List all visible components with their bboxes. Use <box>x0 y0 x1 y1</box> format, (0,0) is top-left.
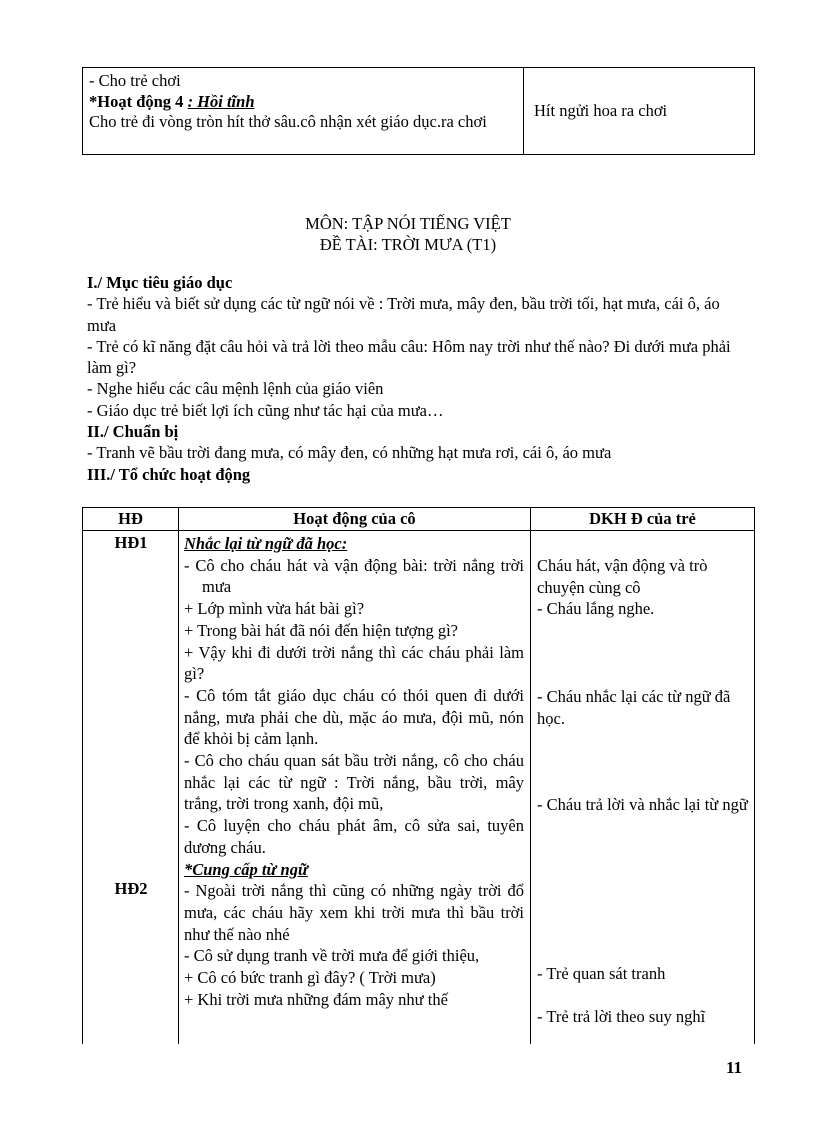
header-child: DKH Đ của trẻ <box>589 509 696 528</box>
hd1-item: - Cô cho cháu hát và vận động bài: trời nắng trời mưa <box>184 555 524 597</box>
lesson-titles <box>0 213 816 255</box>
topic-title: ĐỀ TÀI: TRỜI MƯA (T1) <box>319 235 497 254</box>
play-line: - Cho trẻ chơi <box>89 71 181 90</box>
hd1-item: - Cô tóm tắt giáo dục cháu có thói quen đi dưới nắng, mưa phải che dù, mặc áo mưa, đội mũ, nón để khỏi bị cảm lạnh. <box>184 685 524 749</box>
hd1-item: + Trong bài hát đã nói đến hiện tượng gì? <box>184 620 458 640</box>
hd2-item: - Ngoài trời nắng thì cũng có những ngày trời đổ mưa, các cháu hãy xem khi trời mưa thì bầu trời như thế nào nhé <box>184 881 524 944</box>
hd1-item: - Cô luyện cho cháu phát âm, cô sửa sai, tuyên dương cháu. <box>184 816 524 857</box>
lesson-sections <box>87 272 737 485</box>
header-hd: HĐ <box>83 508 179 530</box>
hd2-item: + Khi trời mưa những đám mây như thế <box>184 989 448 1009</box>
child-response: - Cháu lắng nghe. <box>537 599 655 618</box>
activities-table <box>82 507 755 1044</box>
page-number: 11 <box>726 1058 743 1077</box>
table-body <box>83 531 754 1044</box>
section2-heading: II./ Chuẩn bị <box>87 422 179 442</box>
activity4-title: : Hồi tĩnh <box>187 91 255 111</box>
activity4-prefix: *Hoạt động 4 <box>89 91 188 111</box>
child-response: - Cháu nhắc lại các từ ngữ đã học. <box>537 687 731 728</box>
child-column <box>531 531 754 1044</box>
section1-item: - Trẻ có kĩ năng đặt câu hỏi và trả lời theo mẫu câu: Hôm nay trời như thế nào? Đi dưới mưa phải làm gì? <box>87 336 731 378</box>
hd1-title: Nhắc lại từ ngữ đã học: <box>184 534 348 553</box>
hd1-item: + Vậy khi đi dưới trời nắng thì các cháu phải làm gì? <box>184 642 524 684</box>
section3-heading: III./ Tổ chức hoạt động <box>87 464 251 484</box>
section1-item: - Giáo dục trẻ biết lợi ích cũng như tác hại của mưa… <box>87 400 444 420</box>
hd2-item: + Cô có bức tranh gì đây? ( Trời mưa) <box>184 968 436 988</box>
child-response: - Trẻ quan sát tranh <box>537 964 666 983</box>
hd1-item: - Cô cho cháu quan sát bầu trời nắng, cô cho cháu nhắc lại các từ ngữ : Trời nắng, bầu trời, mây trắng, trời trong xanh, đội mũ, <box>184 751 524 814</box>
activity4-description: Cho trẻ đi vòng tròn hít thở sâu.cô nhận xét giáo dục.ra chơi <box>89 112 487 131</box>
section1-item: - Nghe hiểu các câu mệnh lệnh của giáo viên <box>87 379 384 399</box>
header-teacher: Hoạt động của cô <box>179 508 531 530</box>
section1-heading: I./ Mục tiêu giáo dục <box>87 273 233 292</box>
hd1-label: HĐ1 <box>114 533 148 552</box>
child-response: - Cháu trả lời và nhắc lại từ ngữ <box>537 795 748 814</box>
child-response: Cháu hát, vận động và trò chuyện cùng cô <box>537 556 708 597</box>
hd-column <box>83 531 179 1044</box>
subject-title: MÔN: TẬP NÓI TIẾNG VIỆT <box>305 214 511 233</box>
section2-item: - Tranh vẽ bầu trời đang mưa, có mây đen, có những hạt mưa rơi, cái ô, áo mưa <box>87 443 612 463</box>
child-activity4-text: Hít ngửi hoa ra chơi <box>534 101 668 120</box>
child-response: - Trẻ trả lời theo suy nghĩ <box>537 1007 706 1026</box>
teacher-activities <box>184 533 524 1010</box>
hd2-title: *Cung cấp từ ngữ <box>184 859 308 879</box>
activity4-heading <box>89 92 517 113</box>
hd1-item: + Lớp mình vừa hát bài gì? <box>184 599 365 619</box>
section1-item: - Trẻ hiểu và biết sử dụng các từ ngữ nói về : Trời mưa, mây đen, bầu trời tối, hạt mưa, cái ô, áo mưa <box>87 294 720 335</box>
activity-cell-child <box>524 68 754 154</box>
activity-table-continued <box>82 67 755 155</box>
table-header-row <box>83 508 754 531</box>
hd2-item: - Cô sử dụng tranh về trời mưa để giới thiệu, <box>184 946 480 966</box>
activity-cell-teacher <box>83 68 524 154</box>
hd2-label: HĐ2 <box>114 879 148 898</box>
teacher-column <box>179 531 531 1044</box>
